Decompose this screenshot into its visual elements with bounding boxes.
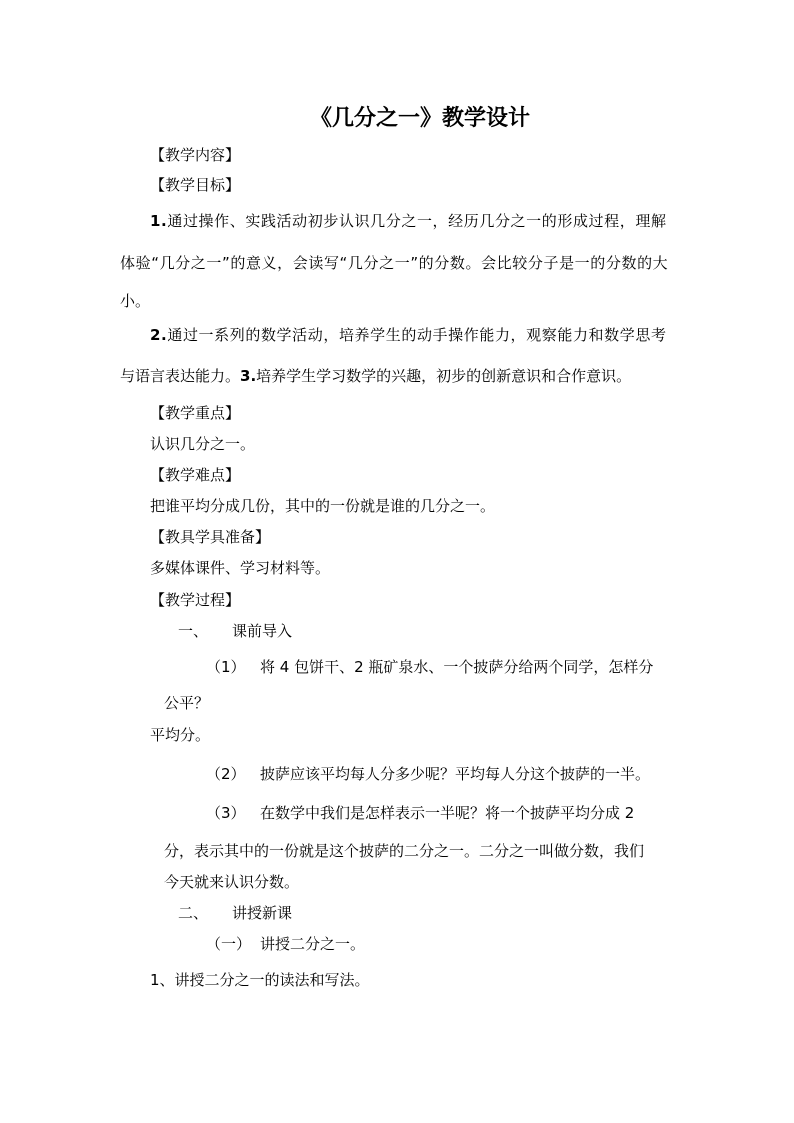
- sub-1-title: 讲授二分之一。: [260, 935, 366, 953]
- difficulty-text: 把谁平均分成几份，其中的一份就是谁的几分之一。: [150, 497, 496, 515]
- part-1-title: 课前导入: [232, 622, 293, 640]
- q1-line-2: 公平？: [164, 694, 210, 712]
- objective-2-text-1: 通过一系列的数学活动，培养学生的动手操作能力，观察能力和数学思考: [167, 326, 667, 344]
- q3-line-2: 分，表示其中的一份就是这个披萨的二分之一。二分之一叫做分数，我们: [164, 842, 645, 860]
- objective-1-number: 1.: [150, 212, 168, 230]
- objective-3-number: 3.: [240, 367, 257, 385]
- objectives-heading: 【教学目标】: [150, 176, 241, 194]
- q2-line-1: 披萨应该平均每人分多少呢？平均每人分这个披萨的一半。: [260, 765, 651, 783]
- q1-line-1: 将 4 包饼干、2 瓶矿泉水、一个披萨分给两个同学，怎样分: [260, 658, 654, 676]
- objective-3-text: 培养学生学习数学的兴趣，初步的创新意识和合作意识。: [256, 367, 632, 385]
- objective-1-line-3: 小。: [120, 292, 151, 310]
- tools-text: 多媒体课件、学习材料等。: [150, 559, 331, 577]
- part-2-title: 讲授新课: [232, 904, 293, 922]
- tools-heading: 【教具学具准备】: [150, 528, 271, 546]
- q3-line-3: 今天就来认识分数。: [164, 873, 300, 891]
- q1-answer: 平均分。: [150, 726, 211, 744]
- objective-2-number: 2.: [150, 326, 168, 344]
- objective-1-line-1: [150, 211, 667, 231]
- objective-2-text-2: 与语言表达能力。: [120, 367, 241, 385]
- objective-1-text-1: 通过操作、实践活动初步认识几分之一，经历几分之一的形成过程，理解: [167, 212, 667, 230]
- part-2-marker: 二、: [178, 904, 209, 922]
- objective-2-line-2: [120, 366, 631, 386]
- objective-1-line-2: 体验“几分之一”的意义，会读写“几分之一”的分数。会比较分子是一的分数的大: [120, 254, 669, 272]
- q3-line-1: 在数学中我们是怎样表示一半呢？将一个披萨平均分成 2: [260, 804, 635, 822]
- sub-1-marker: （一）: [206, 935, 252, 953]
- content-heading: 【教学内容】: [150, 146, 241, 164]
- key-heading: 【教学重点】: [150, 404, 241, 422]
- part-1-marker: 一、: [178, 622, 209, 640]
- process-heading: 【教学过程】: [150, 591, 241, 609]
- document-title: 《几分之一》教学设计: [309, 105, 530, 131]
- q3-marker: （3）: [206, 804, 246, 822]
- q1-marker: （1）: [206, 658, 246, 676]
- item-1: 1、讲授二分之一的读法和写法。: [150, 971, 370, 989]
- difficulty-heading: 【教学难点】: [150, 466, 241, 484]
- objective-2-line-1: [150, 325, 667, 345]
- q2-marker: （2）: [206, 765, 246, 783]
- key-text: 认识几分之一。: [150, 435, 256, 453]
